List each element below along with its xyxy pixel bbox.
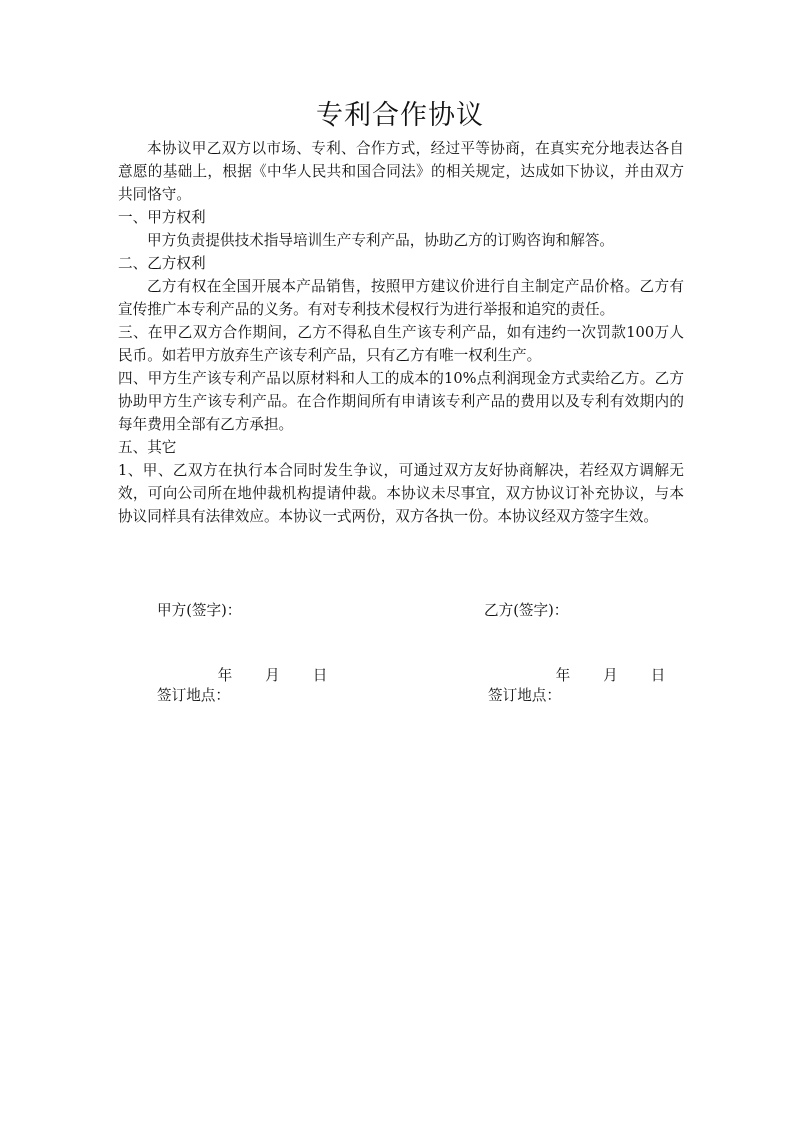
party-b-place-label: 签订地点： [488, 687, 561, 704]
party-a-sign-label: 甲方(签字)： [157, 602, 242, 619]
party-b-date-day: 日 [650, 667, 666, 684]
party-a-date-day: 日 [312, 667, 328, 684]
clause-three: 三、在甲乙双方合作期间，乙方不得私自生产该专利产品，如有违约一次罚款100万人民币。如若甲方放弃生产该专利产品，只有乙方有唯一权利生产。 [118, 324, 684, 364]
party-b-sign-label: 乙方(签字)： [484, 602, 569, 619]
party-a-place-label: 签订地点： [157, 687, 230, 704]
section-heading-party-a-rights: 一、甲方权利 [118, 209, 206, 226]
section-paragraph-party-b-rights: 乙方有权在全国开展本产品销售，按照甲方建议价进行自主制定产品价格。乙方有宣传推广本专利产品的义务。有对专利技术侵权行为进行举报和追究的责任。 [118, 278, 684, 318]
section-paragraph-party-a-rights: 甲方负责提供技术指导培训生产专利产品，协助乙方的订购咨询和解答。 [147, 232, 615, 249]
document-title: 专利合作协议 [316, 100, 484, 131]
party-a-date-year: 年 [217, 667, 233, 684]
party-a-date-month: 月 [265, 667, 280, 684]
party-b-date-year: 年 [555, 667, 571, 684]
document-body [118, 137, 684, 528]
clause-five-item: 1、甲、乙双方在执行本合同时发生争议，可通过双方友好协商解决，若经双方调解无效，可向公司所在地仲裁机构提请仲裁。本协议未尽事宜，双方协议订补充协议，与本协议同样具有法律效应。本协议一式两份，双方各执一份。本协议经双方签字生效。 [118, 462, 684, 525]
section-heading-party-b-rights: 二、乙方权利 [118, 255, 206, 272]
intro-paragraph: 本协议甲乙双方以市场、专利、合作方式，经过平等协商，在真实充分地表达各自意愿的基础上，根据《中华人民共和国合同法》的相关规定，达成如下协议，并由双方共同恪守。 [118, 140, 684, 203]
clause-four: 四、甲方生产该专利产品以原材料和人工的成本的10%点利润现金方式卖给乙方。乙方协助甲方生产该专利产品。在合作期间所有申请该专利产品的费用以及专利有效期内的每年费用全部有乙方承担。 [118, 370, 684, 433]
party-b-date-month: 月 [603, 667, 618, 684]
clause-five-heading: 五、其它 [118, 439, 177, 456]
